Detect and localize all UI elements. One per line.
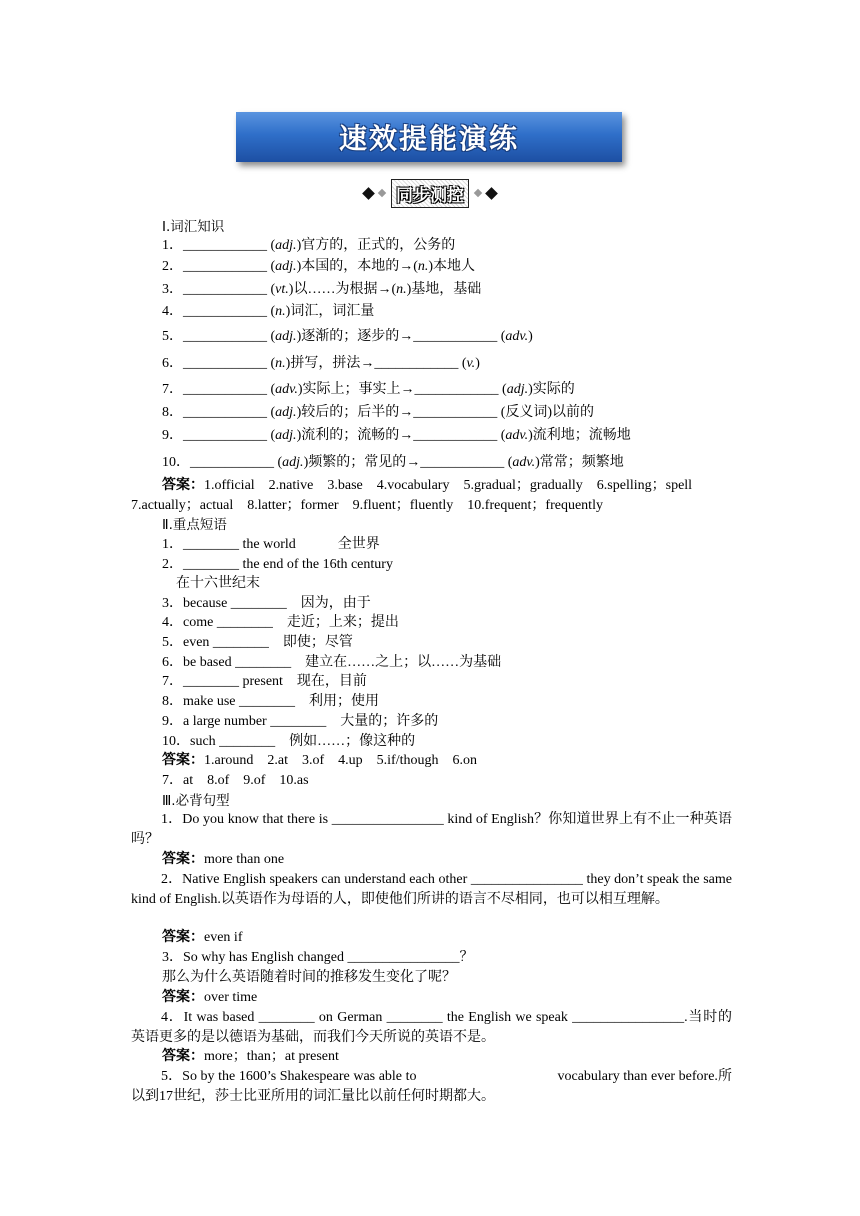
phrase-item: 4．come ________ 走近；上来；提出 xyxy=(162,615,399,630)
answer-label: 答案： xyxy=(162,990,204,1005)
diamond-icon xyxy=(378,189,386,197)
answer-text: 1.around 2.at 3.of 4.up 5.if/though 6.on xyxy=(204,753,477,768)
phrase-item-translation: 在十六世纪末 xyxy=(176,576,260,591)
sentence-question: 2．Native English speakers can understand each other ________________ they don’t speak the same kind of English.以英语作为母语的人，即使他们所讲的语言不尽相同，也可以相互理解。 xyxy=(131,872,732,907)
section2-heading: Ⅱ.重点短语 xyxy=(162,517,227,533)
answer-text: more than one xyxy=(204,852,285,867)
vocab-item: 1．____________ (adj.)官方的，正式的，公务的 xyxy=(162,238,456,253)
phrase-item: 10．such ________ 例如……；像这种的 xyxy=(162,734,416,749)
section1-heading: Ⅰ.词汇知识 xyxy=(162,219,225,235)
sentence-answer xyxy=(162,851,284,869)
phrase-item: 2．________ the end of the 16th century xyxy=(162,557,393,572)
vocab-item: 8．____________ (adj.)较后的；后半的→____________ (反义词)以前的 xyxy=(162,405,595,420)
vocab-item: 10．____________ (adj.)频繁的；常见的→____________ (adv.)常常；频繁地 xyxy=(162,455,624,470)
answer-label: 答案： xyxy=(162,753,204,768)
phrase-item: 9．a large number ________ 大量的；许多的 xyxy=(162,714,439,729)
banner-title: 速效提能演练 xyxy=(338,122,519,155)
vocab-item: 2．____________ (adj.)本国的，本地的→(n.)本地人 xyxy=(162,259,476,274)
section2-answer xyxy=(162,752,477,770)
section1-answer-cont: 7.actually；actual 8.latter；former 9.fluent；fluently 10.frequent；frequently xyxy=(131,498,603,513)
sentence-translation: 那么为什么英语随着时间的推移发生变化了呢？ xyxy=(162,970,456,985)
section-subheading xyxy=(340,178,520,208)
sentence-question: 3．So why has English changed ________________？ xyxy=(162,950,474,965)
vocab-item: 9．____________ (adj.)流利的；流畅的→____________ (adv.)流利地；流畅地 xyxy=(162,428,631,443)
answer-label: 答案： xyxy=(162,930,204,945)
diamond-icon xyxy=(474,189,482,197)
phrase-item: 7．________ present 现在，目前 xyxy=(162,674,367,689)
answer-text: over time xyxy=(204,990,258,1005)
answer-label: 答案： xyxy=(162,478,204,493)
answer-label: 答案： xyxy=(162,1049,204,1064)
section1-answer xyxy=(162,477,692,495)
phrase-item: 1．________ the world 全世界 xyxy=(162,537,380,552)
sentence-answer xyxy=(162,1048,339,1066)
diamond-icon xyxy=(362,187,375,200)
answer-text: more；than；at present xyxy=(204,1049,339,1064)
title-banner xyxy=(236,112,622,162)
vocab-item: 7．____________ (adv.)实际上；事实上→____________ (adj.)实际的 xyxy=(162,382,575,397)
sentence-question: 1．Do you know that there is ________________ kind of English？你知道世界上有不止一种英语吗？ xyxy=(131,812,732,847)
vocab-item: 5．____________ (adj.)逐渐的；逐步的→____________ (adv.) xyxy=(162,329,533,344)
answer-label: 答案： xyxy=(162,852,204,867)
vocab-item: 6．____________ (n.)拼写，拼法→____________ (v.) xyxy=(162,356,480,371)
answer-text: 1.official 2.native 3.base 4.vocabulary 5.gradual；gradually 6.spelling；spell xyxy=(204,478,693,493)
phrase-item: 3．because ________ 因为，由于 xyxy=(162,596,371,611)
section2-answer-cont: 7．at 8.of 9.of 10.as xyxy=(162,773,309,788)
subheading-label: 同步测控 xyxy=(396,185,464,206)
sentence-answer xyxy=(162,929,242,947)
diamond-icon xyxy=(485,187,498,200)
phrase-item: 5．even ________ 即使；尽管 xyxy=(162,635,353,650)
sentence-answer xyxy=(162,989,257,1007)
vocab-item: 4．____________ (n.)词汇，词汇量 xyxy=(162,304,375,319)
sentence-question: 4．It was based ________ on German ________ the English we speak ________________.当时的英语更多的是以德语为基础，而我们今天所说的英语不是。 xyxy=(131,1010,732,1045)
subheading-box xyxy=(391,179,469,208)
sentence-question: 5．So by the 1600’s Shakespeare was able to vocabulary than ever before.所以到17世纪，莎士比亚所用的词汇量比以前任何时期都大。 xyxy=(131,1069,732,1104)
phrase-item: 8．make use ________ 利用；使用 xyxy=(162,694,379,709)
answer-text: even if xyxy=(204,930,243,945)
vocab-item: 3．____________ (vt.)以……为根据→(n.)基地，基础 xyxy=(162,282,482,297)
section3-heading: Ⅲ.必背句型 xyxy=(162,793,230,809)
phrase-item: 6．be based ________ 建立在……之上；以……为基础 xyxy=(162,655,502,670)
